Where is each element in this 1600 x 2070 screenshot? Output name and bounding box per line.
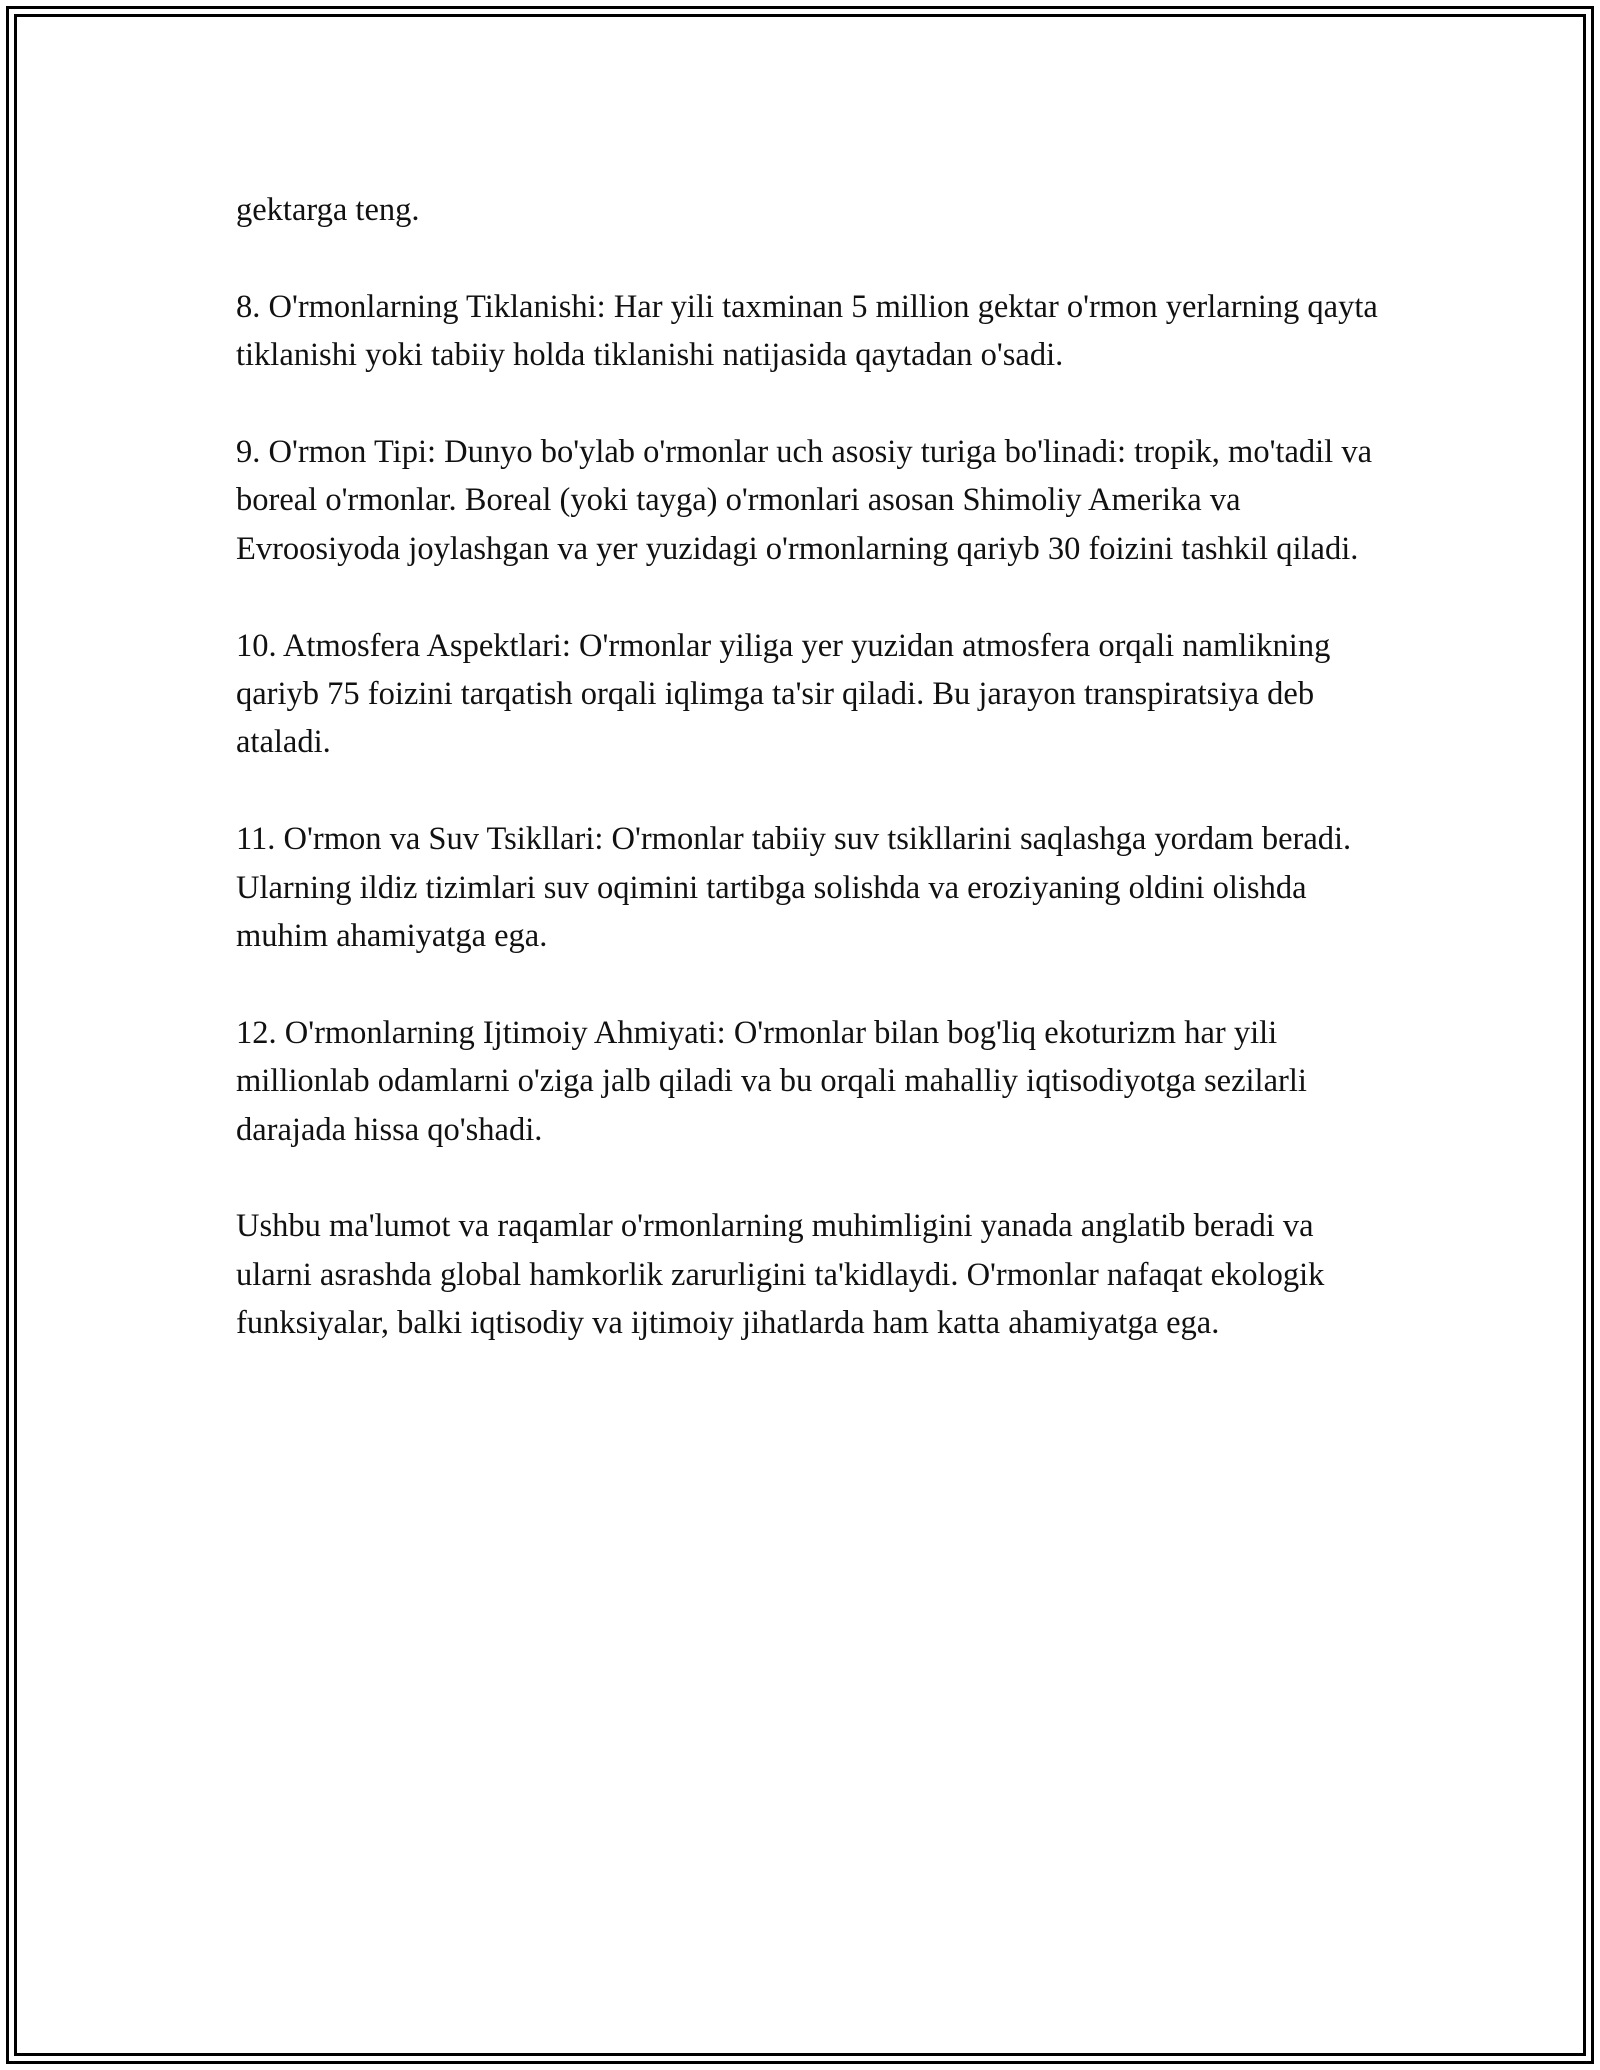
paragraph-item-12: 12. O'rmonlarning Ijtimoiy Ahmiyati: O'rmonlar bilan bog'liq ekoturizm har yili millionlab odamlarni o'ziga jalb qiladi va bu orqali mahalliy iqtisodiyotga sezilarli darajada hissa qo'shadi.	[236, 1014, 1307, 1148]
paragraph-continuation: gektarga teng.	[236, 192, 420, 228]
paragraph-item-10: 10. Atmosfera Aspektlari: O'rmonlar yiliga yer yuzidan atmosfera orqali namlikning qariyb 75 foizini tarqatish orqali iqlimga ta'sir qiladi. Bu jarayon transpiratsiya deb ataladi.	[236, 627, 1331, 761]
paragraph-item-8: 8. O'rmonlarning Tiklanishi: Har yili taxminan 5 million gektar o'rmon yerlarning qayta tiklanishi yoki tabiiy holda tiklanishi natijasida qaytadan o'sadi.	[236, 288, 1378, 374]
paragraph-item-9: 9. O'rmon Tipi: Dunyo bo'ylab o'rmonlar uch asosiy turiga bo'linadi: tropik, mo'tadil va boreal o'rmonlar. Boreal (yoki tayga) o'rmonlari asosan Shimoliy Amerika va Evroosiyoda joylashgan va yer yuzidagi o'rmonlarning qariyb 30 foizini tashkil qiladi.	[236, 434, 1372, 567]
paragraph-item-11: 11. O'rmon va Suv Tsikllari: O'rmonlar tabiiy suv tsikllarini saqlashga yordam beradi. Ularning ildiz tizimlari suv oqimini tartibga solishda va eroziyaning oldini olishda muhim ahamiyatga ega.	[236, 821, 1352, 955]
document-body	[236, 186, 1386, 1396]
paragraph-conclusion: Ushbu ma'lumot va raqamlar o'rmonlarning muhimligini yanada anglatib beradi va ularni asrashda global hamkorlik zarurligini ta'kidlaydi. O'rmonlar nafaqat ekologik funksiyalar, balki iqtisodiy va ijtimoiy jihatlarda ham katta ahamiyatga ega.	[236, 1208, 1325, 1342]
